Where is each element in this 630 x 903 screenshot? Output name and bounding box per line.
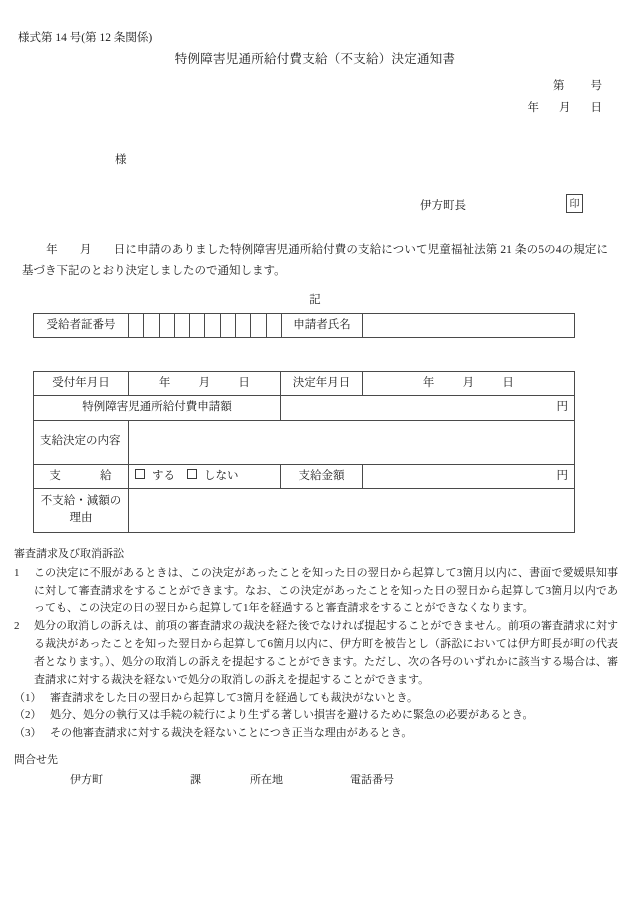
cert-digit-cell[interactable] — [205, 314, 220, 338]
nonpayment-reason-value[interactable] — [129, 488, 575, 532]
note-text: この決定に不服があるときは、この決定があったことを知った日の翌日から起算して3箇月以内に、書面で愛媛県知事に対して審査請求をすることができます。なお、この決定があったことを知った日の翌日から起算して3箇月以内であっても、この決定の日の翌日から起算して1年を経過すると審査請求をすることができなくなります。 — [34, 566, 618, 615]
ki-marker: 記 — [309, 294, 321, 306]
cert-digit-cell[interactable] — [144, 314, 159, 338]
checkbox-pay-yes[interactable] — [135, 469, 145, 479]
nonpayment-reason-label: 不支給・減額の理由 — [34, 488, 129, 532]
issue-date-line — [528, 100, 603, 117]
table-row — [34, 420, 575, 464]
issuer-name: 伊方町長 — [420, 200, 466, 212]
issue-date-month: 月 — [559, 102, 571, 114]
note-subitem-number: （1） — [14, 691, 42, 704]
contact-town: 伊方町 — [70, 774, 103, 786]
addressee-honorific: 様 — [115, 154, 127, 166]
payment-amount-unit: 円 — [556, 469, 568, 482]
note-subitem-text: 処分、処分の執行又は手続の続行により生ずる著しい損害を避けるために緊急の必要があるとき。 — [50, 709, 534, 722]
table-row — [34, 488, 575, 532]
contact-division: 課 — [190, 774, 201, 786]
decision-detail-table — [33, 371, 575, 533]
form-number: 様式第 14 号(第 12 条関係) — [18, 32, 153, 44]
note-number: 2 — [14, 620, 20, 633]
contact-row — [14, 772, 394, 789]
note-subitem-text: 審査請求をした日の翌日から起算して3箇月を経過しても裁決がないとき。 — [50, 691, 419, 704]
page-title: 特例障害児通所給付費支給（不支給）決定通知書 — [174, 52, 456, 66]
cert-digit-cell[interactable] — [220, 314, 235, 338]
cert-digit-cell[interactable] — [159, 314, 174, 338]
contact-phone-label: 電話番号 — [350, 774, 394, 786]
issue-number-prefix: 第 — [553, 80, 565, 92]
application-amount-value[interactable] — [281, 396, 575, 420]
lead-paragraph — [22, 240, 608, 283]
applicant-name-value[interactable] — [362, 314, 574, 338]
table-row — [34, 396, 575, 420]
decision-content-label: 支給決定の内容 — [34, 420, 129, 464]
application-amount-unit: 円 — [556, 401, 568, 414]
reception-year: 年 — [158, 377, 171, 389]
reception-date-label: 受付年月日 — [34, 372, 129, 396]
contact-heading: 問合せ先 — [14, 754, 58, 766]
cert-digit-cell[interactable] — [129, 314, 144, 338]
decision-date-label: 決定年月日 — [281, 372, 363, 396]
table-row — [34, 372, 575, 396]
cert-digit-cell[interactable] — [174, 314, 189, 338]
decision-content-value[interactable] — [129, 420, 575, 464]
recipient-cert-label: 受給者証番号 — [34, 314, 129, 338]
cert-digit-cell[interactable] — [266, 314, 281, 338]
cert-digit-cell[interactable] — [251, 314, 266, 338]
table-row — [34, 314, 575, 338]
note-subitem-number: （3） — [14, 727, 42, 740]
note-subitem-text: その他審査請求に対する裁決を経ないことにつき正当な理由があるとき。 — [50, 727, 413, 740]
note-item — [14, 618, 618, 689]
appeal-notes-section — [14, 546, 618, 743]
issue-date-year: 年 — [527, 102, 539, 114]
table-row — [34, 464, 575, 488]
checkbox-pay-yes-label: する — [152, 469, 175, 482]
payment-amount-label: 支給金額 — [281, 464, 363, 488]
payment-amount-value[interactable] — [363, 464, 575, 488]
application-amount-label: 特例障害児通所給付費申請額 — [34, 396, 281, 420]
issue-number-line — [553, 78, 602, 95]
payment-label: 支 給 — [34, 464, 129, 488]
issue-date-day: 日 — [590, 102, 602, 114]
seal-stamp-box: 印 — [566, 194, 583, 213]
note-subitem — [14, 707, 618, 725]
cert-digit-cell[interactable] — [236, 314, 251, 338]
appeal-notes-heading: 審査請求及び取消訴訟 — [14, 548, 124, 560]
issue-number-suffix: 号 — [590, 80, 602, 92]
recipient-certificate-table — [33, 313, 575, 338]
note-item — [14, 565, 618, 618]
note-text: 処分の取消しの訴えは、前項の審査請求の裁決を経た後でなければ提起することができません。前項の審査請求に対する裁決があったことを知った翌日から起算して6箇月以内に、伊方町を被告とし（訴訟においては伊方町長が町の代表者となります。）、処分の取消しの訴えを提起することができます。ただし、次の各号のいずれかに該当する場合は、審査請求に対する裁決を経ないで処分の取消しの訴えを提起することができます。 — [34, 620, 618, 686]
lead-month: 月 — [79, 244, 92, 256]
decision-year: 年 — [422, 377, 435, 389]
cert-digit-cell[interactable] — [190, 314, 205, 338]
note-subitem — [14, 690, 618, 708]
decision-month: 月 — [462, 377, 475, 389]
note-subitem-number: （2） — [14, 709, 42, 722]
lead-text: 日に申請のありました特例障害児通所給付費の支給について児童福祉法第 21 条の5の4の規定に基づき下記のとおり決定しましたので通知します。 — [22, 244, 609, 278]
lead-year: 年 — [46, 244, 58, 256]
payment-checkbox-group — [129, 464, 281, 488]
checkbox-pay-no[interactable] — [187, 469, 197, 479]
decision-day: 日 — [502, 377, 515, 389]
reception-month: 月 — [198, 377, 211, 389]
note-number: 1 — [14, 566, 20, 579]
checkbox-pay-no-label: しない — [204, 469, 239, 482]
note-subitem — [14, 725, 618, 743]
contact-address-label: 所在地 — [250, 774, 283, 786]
applicant-name-label: 申請者氏名 — [281, 314, 362, 338]
reception-date-value[interactable] — [129, 372, 281, 396]
reception-day: 日 — [238, 377, 251, 389]
decision-date-value[interactable] — [363, 372, 575, 396]
